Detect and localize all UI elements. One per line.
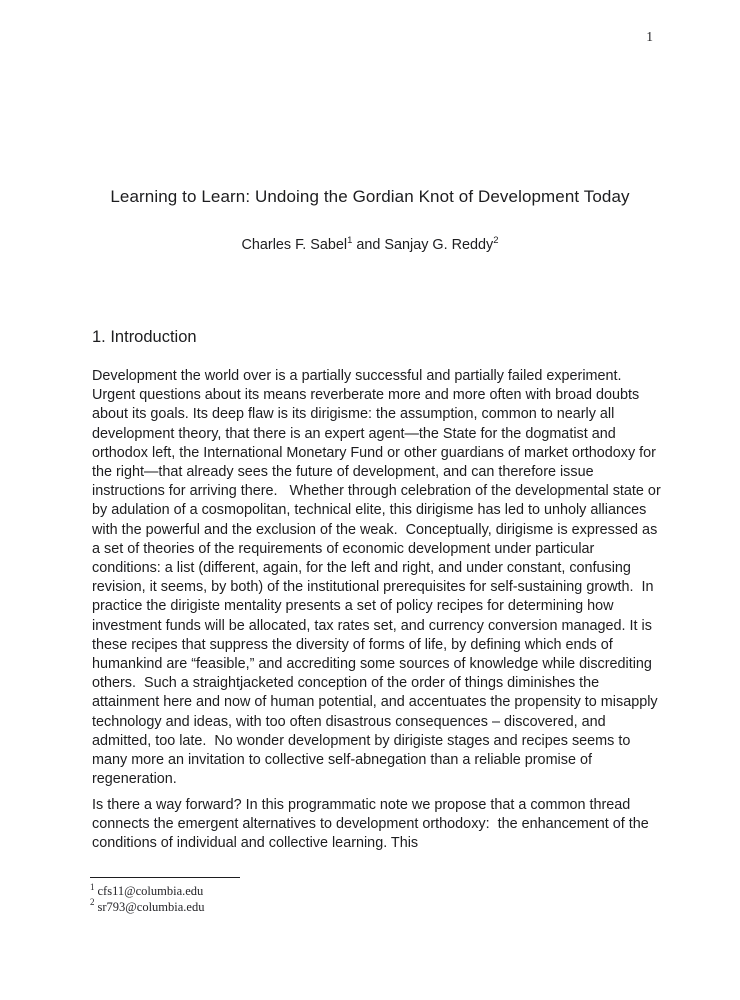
footnote-1-text: cfs11@columbia.edu [97,884,204,898]
author-1-footnote-marker: 1 [347,235,353,247]
page-number: 1 [646,29,653,44]
footnote-2-text: sr793@columbia.edu [97,899,205,914]
author-line [0,237,740,253]
footnote-1-marker: 1 [90,881,95,892]
author-joiner: and [352,237,385,253]
author-2-footnote-marker: 2 [493,235,499,247]
author-1-name: Charles F. Sabel [241,237,348,253]
footnote-2-marker: 2 [90,897,95,908]
footnotes-block [90,881,205,915]
paragraph-1: Development the world over is a partially successful and partially failed experiment. Urgent questions about its means reverberate more and more often with broad doubts about its goals. Its deep flaw is its dirigisme: the assumption, common to nearly all development theory, that there is an expert agent—the State for the dogmatist and orthodox left, the International Monetary Fund or other guardians of market orthodoxy for the right—that already sees the future of development, and can therefore issue instructions for arriving there. Whether through celebration of the developmental state or by adulation of a cosmopolitan, technical elite, this dirigisme has led to unholy alliances with the powerful and the exclusion of the weak. Conceptually, dirigisme is expressed as a set of theories of the requirements of economic development under particular conditions: a list (different, again, for the left and right, and under constant, confusing revision, it seems, by both) of the institutional prerequisites for self-sustaining growth. In practice the dirigiste mentality presents a set of policy recipes for determining how investment funds will be allocated, tax rates set, and currency conversion managed. It is these recipes that suppress the diversity of forms of life, by defining which ends of humankind are “feasible,” and accrediting some sources of knowledge while discrediting others. Such a straightjacketed conception of the order of things diminishes the attainment here and now of human potential, and accentuates the propensity to misapply technology and ideas, with too often disastrous consequences – discovered, and admitted, too late. No wonder development by dirigiste stages and recipes seems to many more an invitation to collective self-abnegation than a reliable promise of regeneration. [92,368,665,788]
author-2-name: Sanjay G. Reddy [384,237,494,253]
footnote-1 [90,881,204,900]
footnote-separator-rule [90,877,240,878]
paragraph-2: Is there a way forward? In this programmatic note we propose that a common thread connects the emergent alternatives to development orthodoxy: the enhancement of the conditions of individual and collective learning. This [92,797,653,852]
footnote-2 [90,897,205,916]
paper-title: Learning to Learn: Undoing the Gordian Knot of Development Today [110,187,630,206]
section-heading-introduction: 1. Introduction [92,328,197,346]
